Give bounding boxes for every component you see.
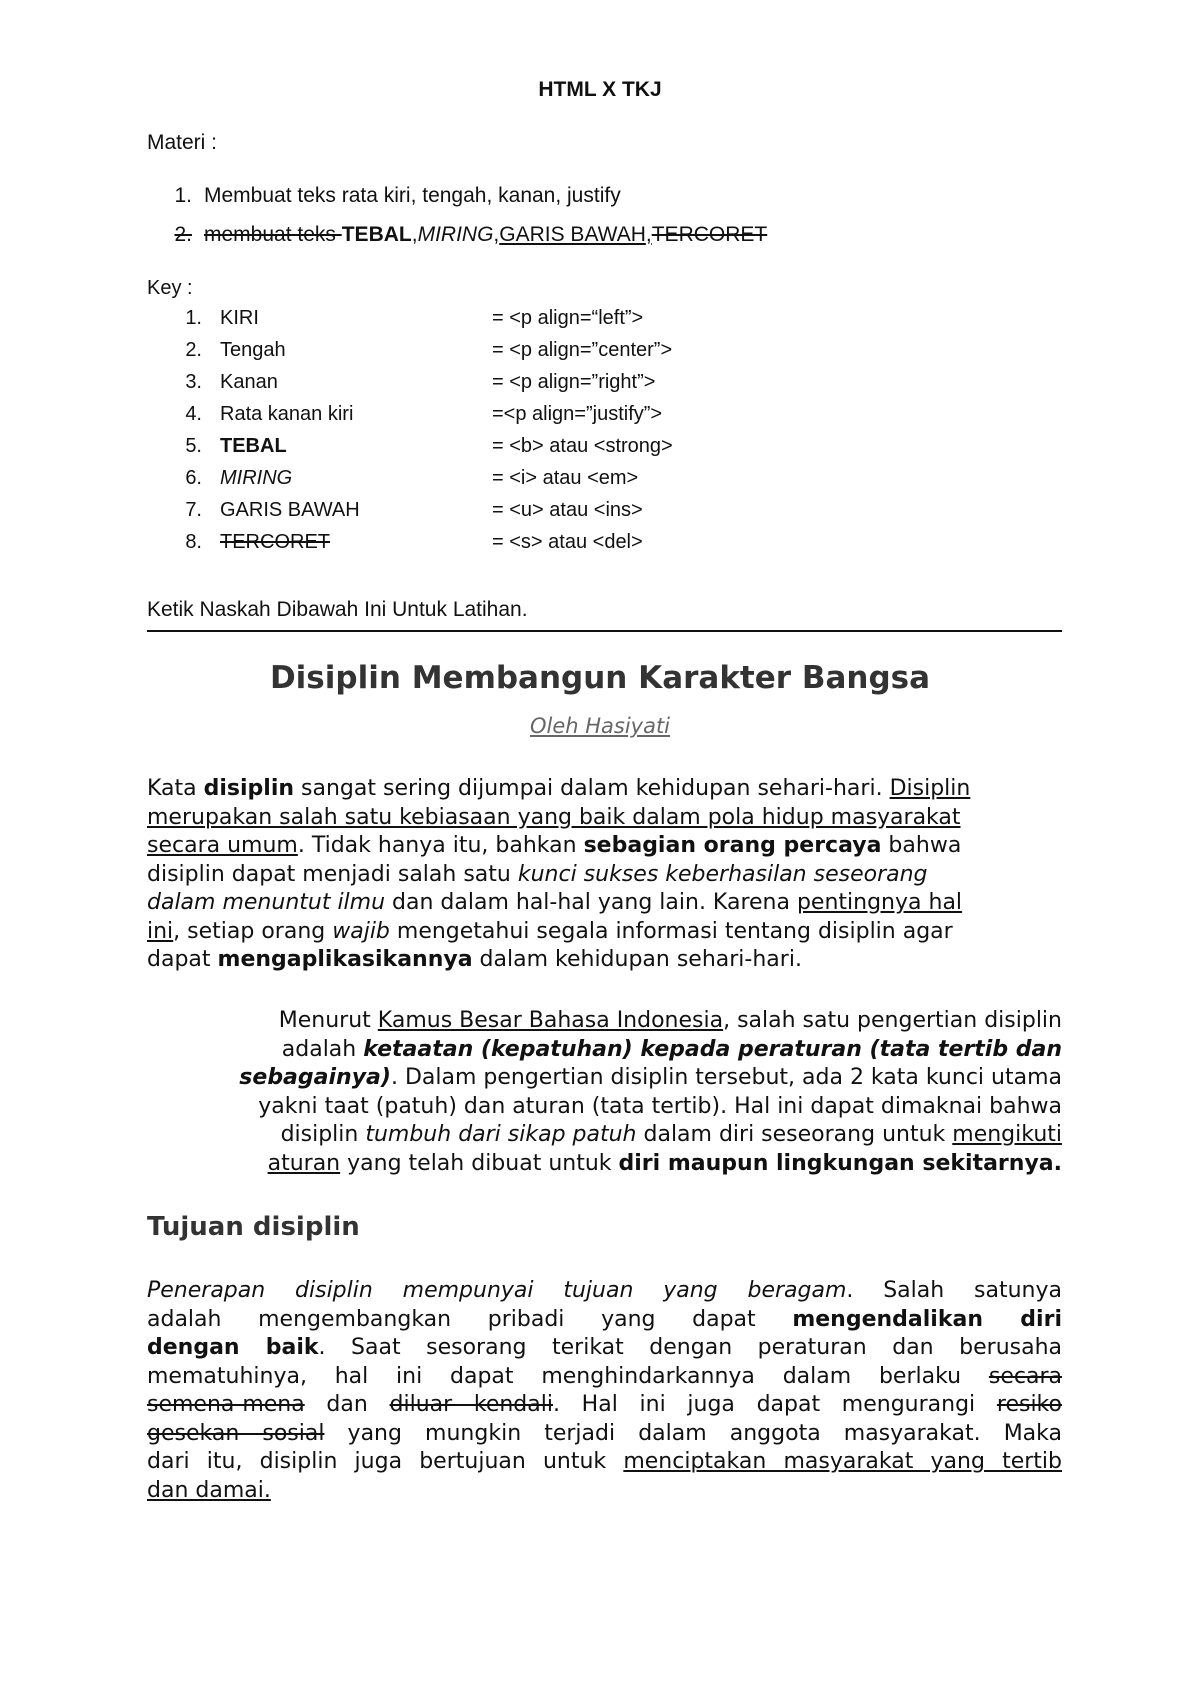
text-run: . Dalam pengertian disiplin tersebut, ada 2 kata kunci utama <box>390 1065 1062 1090</box>
materi-item-prefix: membuat teks <box>204 223 342 246</box>
paragraph-1 <box>147 775 1062 975</box>
materi-item-text: Membuat teks rata kiri, tengah, kanan, justify <box>204 184 621 207</box>
key-name: KIRI <box>220 307 259 329</box>
underline-run: mengikuti <box>952 1122 1062 1147</box>
key-value: = <p align=”center”> <box>492 339 673 361</box>
text-run: disiplin dapat menjadi salah satu <box>147 861 518 887</box>
text-run: . Salah satunya <box>846 1278 1062 1303</box>
underline-run: ini <box>147 918 174 944</box>
strike-run: diluar kendali <box>389 1392 553 1417</box>
key-row <box>147 371 656 401</box>
italic-run: kunci sukses keberhasilan seseorang <box>517 861 928 887</box>
key-value: =<p align=”justify”> <box>492 403 663 425</box>
text-run: dalam diri seseorang untuk <box>636 1122 953 1147</box>
bold-run: mengaplikasikannya <box>217 947 473 972</box>
italic-run: Penerapan disiplin mempunyai tujuan yang beragam <box>147 1278 847 1303</box>
text-run: adalah <box>281 1036 364 1062</box>
key-row <box>147 531 643 561</box>
bold-run: sebagian orang percaya <box>583 833 882 858</box>
underline-run: menciptakan masyarakat yang tertib <box>623 1449 1062 1474</box>
text-run: Menurut <box>278 1008 378 1033</box>
key-name: MIRING <box>220 467 293 489</box>
text-run: adalah mengembangkan pribadi yang dapat <box>147 1306 793 1332</box>
text-run: mengetahui segala informasi tentang disiplin agar <box>389 918 953 944</box>
key-row <box>147 499 643 529</box>
text-run: , salah satu pengertian disiplin <box>723 1008 1062 1033</box>
bold-italic-run: sebagainya) <box>239 1065 391 1090</box>
list-number: 5. <box>185 435 202 457</box>
text-run: . Tidak hanya itu, bahkan <box>297 833 584 858</box>
text-run: . Hal ini juga dapat mengurangi <box>552 1392 997 1417</box>
text-run: . Saat sesorang terikat dengan peraturan dan berusaha <box>318 1335 1063 1360</box>
text-run: Kata <box>147 776 204 801</box>
text-run: yang mungkin terjadi dalam anggota masyarakat. Maka <box>324 1420 1063 1446</box>
text-run: dalam kehidupan sehari-hari. <box>472 947 802 972</box>
list-number: 3. <box>185 371 202 393</box>
list-number: 2. <box>174 223 192 246</box>
practice-instruction: Ketik Naskah Dibawah Ini Untuk Latihan. <box>147 598 528 621</box>
key-name: Tengah <box>220 339 286 361</box>
bold-run: dengan baik <box>147 1335 319 1360</box>
text-run: dan dalam hal-hal yang lain. Karena <box>385 890 797 915</box>
materi-item-2 <box>147 223 767 247</box>
document-title: HTML X TKJ <box>538 78 662 101</box>
article-title: Disiplin Membangun Karakter Bangsa <box>269 660 931 696</box>
key-name: Kanan <box>220 371 278 393</box>
strike-run: secara <box>988 1363 1062 1389</box>
underline-run: Kamus Besar Bahasa Indonesia <box>377 1008 724 1033</box>
key-name: GARIS BAWAH <box>220 499 360 521</box>
text-run: yang telah dibuat untuk <box>340 1150 619 1176</box>
list-number: 6. <box>185 467 202 489</box>
key-name: TERCORET <box>220 531 330 553</box>
text-run: dari itu, disiplin juga bertujuan untuk <box>147 1449 624 1474</box>
strike-example: TERCORET <box>651 223 768 246</box>
key-name: TEBAL <box>220 435 287 457</box>
materi-label: Materi : <box>147 131 218 154</box>
key-value: = <i> atau <em> <box>492 467 639 489</box>
key-row <box>147 435 673 465</box>
italic-run: tumbuh dari sikap patuh <box>365 1122 637 1147</box>
bold-run: mengendalikan diri <box>792 1306 1062 1332</box>
text-run: , setiap orang <box>173 918 333 944</box>
text-run: sangat sering dijumpai dalam kehidupan sehari-hari. <box>294 776 890 801</box>
bold-run: diri maupun lingkungan sekitarnya. <box>618 1150 1062 1176</box>
key-row <box>147 403 663 433</box>
list-number: 8. <box>185 531 202 553</box>
paragraph-3 <box>147 1277 1062 1505</box>
text-run: disiplin <box>280 1122 366 1147</box>
underline-run: aturan <box>267 1150 341 1176</box>
list-number: 1. <box>185 307 202 329</box>
italic-run: dalam menuntut ilmu <box>147 890 386 915</box>
comma: , <box>411 223 418 246</box>
bold-example: TEBAL <box>341 223 412 246</box>
underline-example: GARIS BAWAH <box>499 223 646 246</box>
italic-example: MIRING <box>417 223 494 246</box>
horizontal-rule <box>147 630 1062 632</box>
paragraph-2 <box>147 1007 1062 1178</box>
text-run: yakni taat (patuh) dan aturan (tata tertib). Hal ini dapat dimaknai bahwa <box>258 1093 1062 1119</box>
materi-item-1 <box>147 184 621 208</box>
strike-run: resiko <box>996 1392 1062 1417</box>
list-number: 4. <box>185 403 202 425</box>
bold-run: disiplin <box>203 776 295 801</box>
list-number: 2. <box>185 339 202 361</box>
list-number: 1. <box>174 184 192 207</box>
underline-run: Disiplin <box>889 776 971 801</box>
list-number: 7. <box>185 499 202 521</box>
comma: , <box>645 223 652 246</box>
text-run: bahwa <box>881 833 962 858</box>
key-row <box>147 339 673 369</box>
underline-run: dan damai. <box>147 1477 271 1503</box>
article-author: Oleh Hasiyati <box>529 714 671 738</box>
key-value: = <b> atau <strong> <box>492 435 673 457</box>
comma: , <box>493 223 500 246</box>
strike-run: gesekan sosial <box>147 1420 325 1446</box>
text-run: dapat <box>147 947 218 972</box>
key-value: = <p align=“left”> <box>492 307 644 329</box>
key-name: Rata kanan kiri <box>220 403 354 425</box>
strike-run: semena-mena <box>147 1392 305 1417</box>
key-value: = <p align=”right”> <box>492 371 656 393</box>
section-heading: Tujuan disiplin <box>147 1212 360 1242</box>
text-run: mematuhinya, hal ini dapat menghindarkannya dalam berlaku <box>147 1363 989 1389</box>
key-row <box>147 307 644 337</box>
text-run: dan <box>304 1392 390 1417</box>
key-value: = <s> atau <del> <box>492 531 643 553</box>
italic-run: wajib <box>332 918 390 944</box>
key-label: Key : <box>147 277 193 299</box>
key-row <box>147 467 639 497</box>
bold-italic-run: ketaatan (kepatuhan) kepada peraturan (tata tertib dan <box>363 1036 1062 1062</box>
underline-run: secara umum <box>147 833 298 858</box>
underline-run: pentingnya hal <box>796 890 963 915</box>
key-value: = <u> atau <ins> <box>492 499 643 521</box>
underline-run: merupakan salah satu kebiasaan yang baik dalam pola hidup masyarakat <box>147 804 961 830</box>
